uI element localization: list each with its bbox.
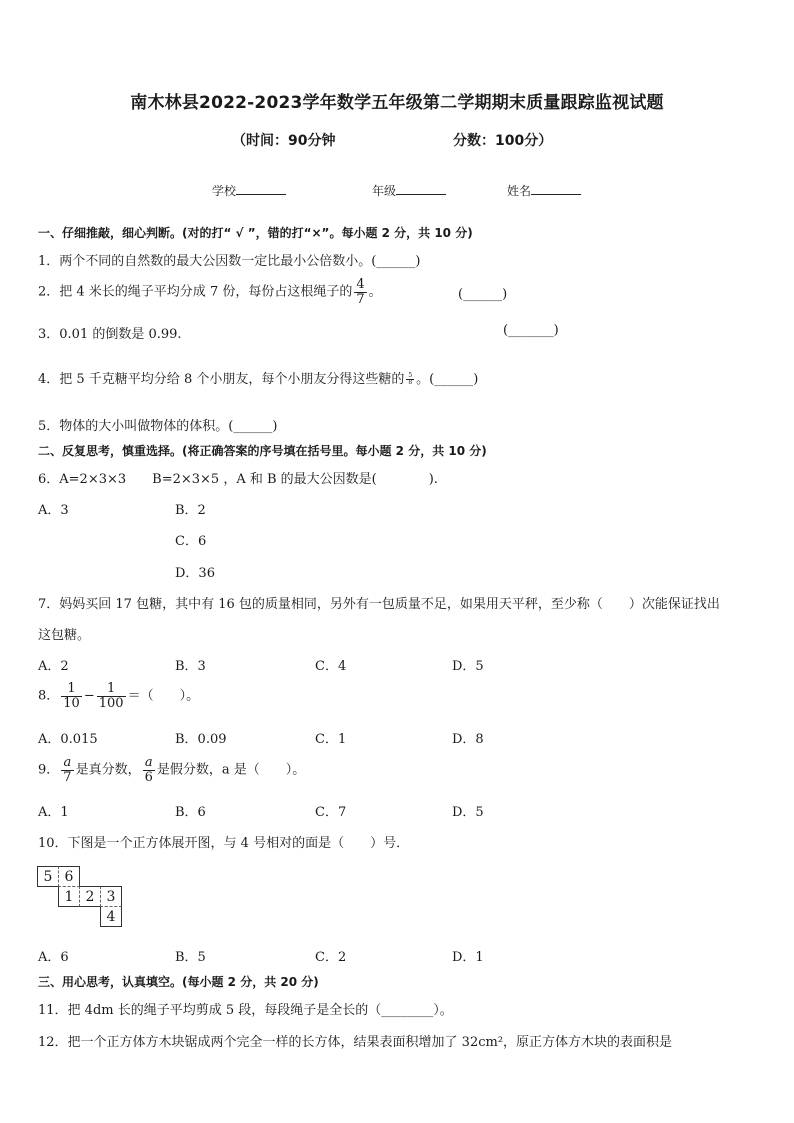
fraction-denominator: 6 bbox=[144, 769, 153, 785]
question-2-end: 。 bbox=[368, 284, 382, 300]
q10-option-d[interactable]: D．1 bbox=[452, 950, 484, 965]
q10-option-c[interactable]: C．2 bbox=[315, 950, 347, 965]
question-3-answer-blank[interactable]: (_______) bbox=[503, 323, 559, 338]
fraction-denominator: 100 bbox=[98, 695, 124, 711]
net-cell-4: 4 bbox=[100, 906, 122, 927]
section-3-heading: 三、用心思考，认真填空。(每小题 2 分，共 20 分) bbox=[38, 975, 319, 989]
page-title: 南木林县2022-2023学年数学五年级第二学期期末质量跟踪监视试题 bbox=[130, 93, 664, 113]
fraction-denominator: 7 bbox=[63, 769, 72, 785]
grade-label: 年级 bbox=[372, 184, 397, 198]
q9-option-c[interactable]: C．7 bbox=[315, 805, 347, 820]
question-4-end: 。(______) bbox=[416, 372, 479, 387]
q7-option-c[interactable]: C．4 bbox=[315, 659, 347, 674]
cube-net-diagram bbox=[37, 866, 137, 932]
fraction-numerator: 1 bbox=[97, 682, 126, 697]
q7-option-a[interactable]: A．2 bbox=[38, 659, 69, 674]
name-field bbox=[507, 182, 581, 199]
q9-option-d[interactable]: D．5 bbox=[452, 805, 484, 820]
net-cell-2: 2 bbox=[79, 886, 101, 907]
school-label: 学校 bbox=[212, 184, 237, 198]
question-2-text: 2．把 4 米长的绳子平均分成 7 份，每份占这根绳子的 bbox=[38, 284, 353, 300]
fraction-5-8 bbox=[406, 373, 414, 387]
fraction-1-100 bbox=[97, 682, 126, 710]
question-10: 10．下图是一个正方体展开图，与 4 号相对的面是（ ）号． bbox=[38, 836, 410, 851]
net-cell-6: 6 bbox=[58, 866, 80, 887]
q6-option-c[interactable]: C．6 bbox=[175, 534, 207, 549]
question-7-line-2: 这包糖。 bbox=[38, 628, 91, 643]
grade-blank[interactable] bbox=[396, 182, 446, 195]
question-9-number: 9． bbox=[38, 762, 60, 778]
question-5: 5．物体的大小叫做物体的体积。(______) bbox=[38, 419, 278, 434]
question-2-answer-blank[interactable]: (______) bbox=[458, 287, 508, 302]
section-2-heading: 二、反复思考，慎重选择。(将正确答案的序号填在括号里。每小题 2 分，共 10 分) bbox=[38, 444, 487, 458]
time-label: （时间：90分钟 bbox=[232, 133, 336, 149]
q8-option-c[interactable]: C．1 bbox=[315, 732, 347, 747]
q8-option-b[interactable]: B．0.09 bbox=[175, 732, 227, 747]
q8-option-a[interactable]: A．0.015 bbox=[38, 732, 98, 747]
score-label: 分数：100分） bbox=[453, 133, 553, 149]
school-blank[interactable] bbox=[236, 182, 286, 195]
section-1-heading: 一、仔细推敲，细心判断。(对的打“ √ ”，错的打“×”。每小题 2 分，共 10 分) bbox=[38, 226, 473, 240]
fraction-a-7 bbox=[61, 756, 73, 784]
net-cell-1: 1 bbox=[58, 886, 80, 907]
name-label: 姓名 bbox=[507, 184, 532, 198]
q8-option-d[interactable]: D．8 bbox=[452, 732, 484, 747]
fraction-numerator: a bbox=[61, 756, 73, 771]
q7-option-d[interactable]: D．5 bbox=[452, 659, 484, 674]
q9-option-a[interactable]: A．1 bbox=[38, 805, 69, 820]
q9-option-b[interactable]: B．6 bbox=[175, 805, 206, 820]
fraction-1-10 bbox=[61, 682, 82, 710]
q7-option-b[interactable]: B．3 bbox=[175, 659, 206, 674]
question-8-number: 8． bbox=[38, 688, 60, 704]
question-9 bbox=[38, 756, 305, 784]
fraction-denominator: 10 bbox=[63, 695, 80, 711]
q10-option-a[interactable]: A．6 bbox=[38, 950, 69, 965]
fraction-4-7 bbox=[354, 278, 366, 306]
question-2 bbox=[38, 278, 382, 306]
question-1: 1．两个不同的自然数的最大公因数一定比最小公倍数小。(______) bbox=[38, 254, 421, 269]
fraction-numerator: 1 bbox=[61, 682, 82, 697]
question-3: 3．0.01 的倒数是 0.99. bbox=[38, 327, 182, 342]
grade-field bbox=[372, 182, 446, 199]
question-4-text: 4．把 5 千克糖平均分给 8 个小朋友，每个小朋友分得这些糖的 bbox=[38, 372, 405, 387]
net-cell-5: 5 bbox=[37, 866, 59, 887]
fraction-denominator: 7 bbox=[356, 291, 365, 307]
question-8 bbox=[38, 682, 199, 710]
question-9-mid: 是真分数， bbox=[75, 762, 141, 778]
question-6: 6．A=2×3×3 B=2×3×5 ，A 和 B 的最大公因数是( ). bbox=[38, 472, 438, 487]
name-blank[interactable] bbox=[531, 182, 581, 195]
minus-sign: − bbox=[83, 688, 95, 704]
question-8-end: ＝（ ）。 bbox=[127, 688, 200, 704]
fraction-numerator: a bbox=[143, 756, 155, 771]
question-11: 11．把 4dm 长的绳子平均剪成 5 段，每段绳子是全长的（________）。 bbox=[38, 1003, 453, 1018]
question-12: 12．把一个正方体方木块锯成两个完全一样的长方体，结果表面积增加了 32cm²，原正方体方木块的表面积是 bbox=[38, 1035, 673, 1050]
net-cell-3: 3 bbox=[100, 886, 122, 907]
question-4 bbox=[38, 368, 478, 387]
school-field bbox=[212, 182, 286, 199]
fraction-numerator: 4 bbox=[356, 277, 365, 292]
q6-option-b[interactable]: B．2 bbox=[175, 503, 206, 518]
q6-option-d[interactable]: D．36 bbox=[175, 566, 215, 581]
fraction-a-6 bbox=[143, 756, 155, 784]
fraction-numerator: 5 bbox=[408, 371, 413, 379]
q6-option-a[interactable]: A．3 bbox=[38, 503, 69, 518]
question-7-line-1: 7．妈妈买回 17 包糖，其中有 16 包的质量相同，另外有一包质量不足，如果用天平秤，至少称（ ）次能保证找出 bbox=[38, 597, 720, 612]
question-9-end: 是假分数，a 是（ ）。 bbox=[156, 762, 306, 778]
q10-option-b[interactable]: B．5 bbox=[175, 950, 206, 965]
fraction-denominator: 8 bbox=[408, 379, 413, 386]
